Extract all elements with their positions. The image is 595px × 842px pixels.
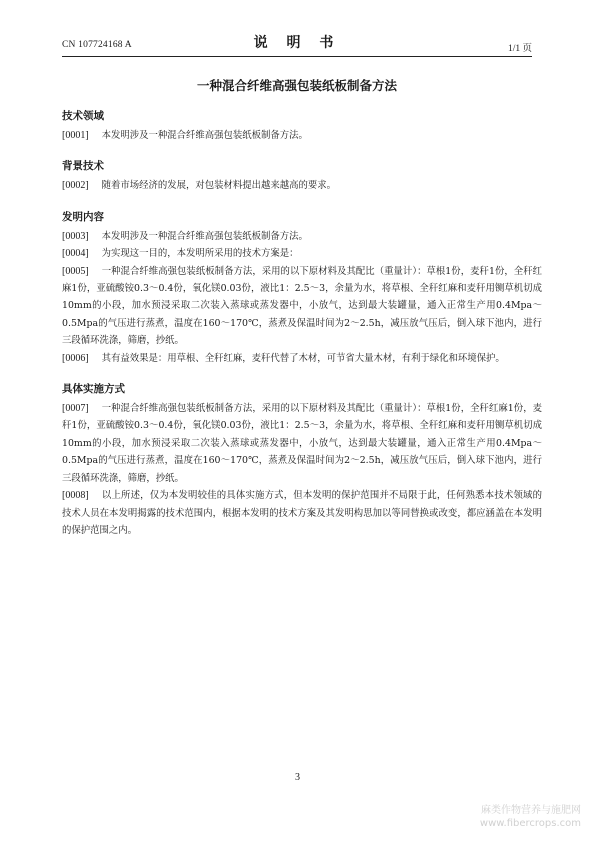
paragraph: [62, 177, 542, 194]
paragraph: [62, 400, 542, 487]
paragraph: [62, 245, 542, 262]
paragraph-text: 一种混合纤维高强包装纸板制备方法，采用的以下原材料及其配比（重量计）：草根1份，麦秆1份，全秆红麻1份，亚硫酸铵0.3～0.4份，氧化镁0.03份，液比1：2.5～3，余量为水，将草根、全秆红麻和麦秆用铡草机切成10mm的小段，加水预浸采取二次装入蒸球或蒸发器中，小放气，达到最大装罐量，通入正常生产用0.4Mpa～0.5Mpa的气压进行蒸煮，温度在160～170℃，蒸煮及保温时间为2～2.5h，减压放气压后，倒入球下池内，进行三段循环洗涤，筛磨，抄纸。: [62, 265, 542, 347]
document-title: 一种混合纤维高强包装纸板制备方法: [196, 78, 397, 93]
watermark-site-name: 麻类作物营养与施肥网: [481, 805, 581, 816]
paragraph-text: 随着市场经济的发展，对包装材料提出越来越高的要求。: [101, 180, 337, 192]
paragraph-text: 以上所述，仅为本发明较佳的具体实施方式，但本发明的保护范围并不局限于此，任何熟悉本技术领域的技术人员在本发明揭露的技术范围内，根据本发明的技术方案及其发明构思加以等同替换或改变，都应涵盖在本发明的保护范围之内。: [62, 490, 542, 536]
paragraph-text: 其有益效果是：用草根、全秆红麻，麦秆代替了木材，可节省大量木材，有利于绿化和环境保护。: [101, 352, 505, 364]
paragraph: [62, 228, 542, 245]
paragraph-number: [0003]: [62, 230, 89, 242]
section-heading: 技术领域: [62, 110, 104, 122]
paragraph-number: [0007]: [62, 403, 89, 415]
header-rule: [62, 56, 532, 57]
paragraph: [62, 487, 542, 539]
page-number: 3: [295, 772, 300, 783]
section-technical-field: [62, 108, 542, 144]
paragraph: [62, 127, 542, 144]
site-watermark: [480, 804, 581, 830]
paragraph-number: [0004]: [62, 248, 89, 260]
paragraph-text: 本发明涉及一种混合纤维高强包装纸板制备方法。: [101, 230, 308, 242]
paragraph-number: [0008]: [62, 490, 89, 502]
section-embodiment: [62, 381, 542, 539]
paragraph-number: [0002]: [62, 180, 89, 192]
section-heading: 发明内容: [62, 210, 104, 223]
paragraph-text: 为实现这一目的，本发明所采用的技术方案是：: [101, 248, 299, 260]
page-info: 1/1 页: [507, 44, 532, 54]
document-body: [62, 108, 542, 539]
paragraph-number: [0006]: [62, 352, 89, 364]
section-heading: 背景技术: [62, 160, 104, 173]
section-background: [62, 158, 542, 194]
paragraph-text: 本发明涉及一种混合纤维高强包装纸板制备方法。: [101, 130, 308, 141]
document-header: [62, 28, 532, 58]
patent-number: CN 107724168 A: [62, 40, 132, 50]
paragraph-number: [0001]: [62, 130, 89, 141]
paragraph-number: [0005]: [62, 265, 89, 277]
paragraph: [62, 350, 542, 367]
document-type-label: 说 明 书: [253, 35, 341, 51]
paragraph: [62, 263, 542, 350]
watermark-url: www.fibercrops.com: [479, 818, 581, 829]
section-summary: [62, 209, 542, 367]
section-heading: 具体实施方式: [62, 383, 125, 396]
paragraph-text: 一种混合纤维高强包装纸板制备方法，采用的以下原材料及其配比（重量计）：草根1份，全秆红麻1份，麦秆1份，亚硫酸铵0.3～0.4份，氧化镁0.03份，液比1：2.5～3，余量为水，将草根、全秆红麻和麦秆用铡草机切成10mm的小段，加水预浸采取二次装入蒸球或蒸发器中，小放气，达到最大装罐量，通入正常生产用0.4Mpa～0.5Mpa的气压进行蒸煮，温度在160～170℃，蒸煮及保温时间为2～2.5h，减压放气压后，倒入球下池内，进行三段循环洗涤，筛磨，抄纸。: [62, 403, 542, 484]
